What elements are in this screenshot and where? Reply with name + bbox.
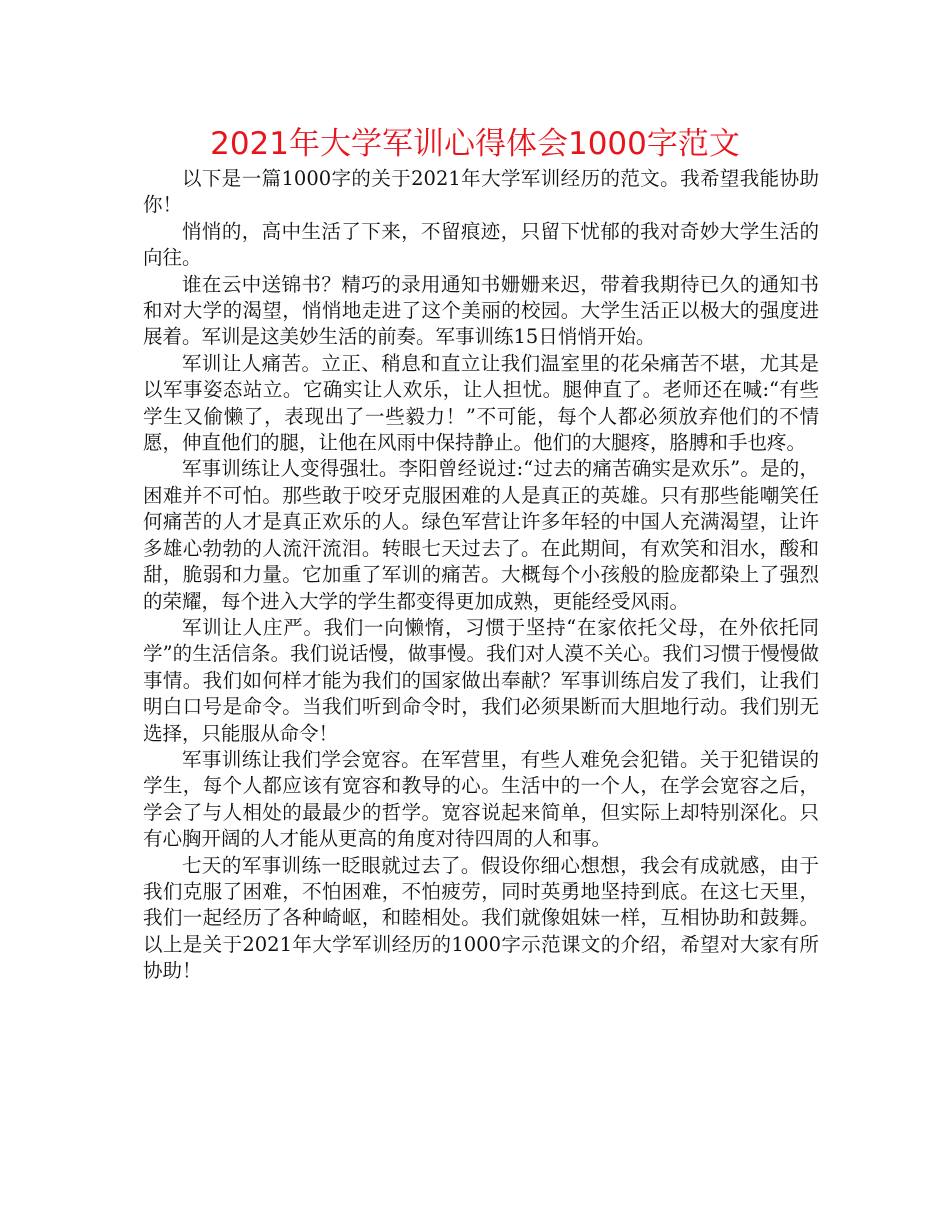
document-body bbox=[143, 166, 819, 985]
paragraph: 七天的军事训练一眨眼就过去了。假设你细心想想，我会有成就感，由于我们克服了困难，不怕困难，不怕疲劳，同时英勇地坚持到底。在这七天里，我们一起经历了各种崎岖，和睦相处。我们就像姐妹一样，互相协助和鼓舞。以上是关于2021年大学军训经历的1000字示范课文的介绍，希望对大家有所协助！ bbox=[143, 853, 819, 983]
paragraph: 悄悄的，高中生活了下来，不留痕迹，只留下忧郁的我对奇妙大学生活的向往。 bbox=[143, 219, 819, 270]
paragraph: 军事训练让我们学会宽容。在军营里，有些人难免会犯错。关于犯错误的学生，每个人都应该有宽容和教导的心。生活中的一个人，在学会宽容之后，学会了与人相处的最最少的哲学。宽容说起来简单，但实际上却特别深化。只有心胸开阔的人才能从更高的角度对待四周的人和事。 bbox=[143, 747, 819, 851]
paragraph: 谁在云中送锦书？精巧的录用通知书姗姗来迟，带着我期待已久的通知书和对大学的渴望，悄悄地走进了这个美丽的校园。大学生活正以极大的强度进展着。军训是这美妙生活的前奏。军事训练15日悄悄开始。 bbox=[143, 272, 819, 349]
paragraph: 军训让人庄严。我们一向懒惰，习惯于坚持“在家依托父母，在外依托同学”的生活信条。我们说话慢，做事慢。我们对人漠不关心。我们习惯于慢慢做事情。我们如何样才能为我们的国家做出奉献？军事训练启发了我们，让我们明白口号是命令。当我们听到命令时，我们必须果断而大胆地行动。我们别无选择，只能服从命令！ bbox=[143, 615, 819, 745]
paragraph: 军事训练让人变得强壮。李阳曾经说过:“过去的痛苦确实是欢乐”。是的，困难并不可怕。那些敢于咬牙克服困难的人是真正的英雄。只有那些能嘲笑任何痛苦的人才是真正欢乐的人。绿色军营让许多年轻的中国人充满渴望，让许多雄心勃勃的人流汗流泪。转眼七天过去了。在此期间，有欢笑和泪水，酸和甜，脆弱和力量。它加重了军训的痛苦。大概每个小孩般的脸庞都染上了强烈的荣耀，每个进入大学的学生都变得更加成熟，更能经受风雨。 bbox=[143, 457, 819, 613]
paragraph: 军训让人痛苦。立正、稍息和直立让我们温室里的花朵痛苦不堪，尤其是以军事姿态站立。它确实让人欢乐，让人担忧。腿伸直了。老师还在喊:“有些学生又偷懒了，表现出了一些毅力！”不可能，每个人都必须放弃他们的不情愿，伸直他们的腿，让他在风雨中保持静止。他们的大腿疼，胳膊和手也疼。 bbox=[143, 351, 819, 455]
paragraph: 以下是一篇1000字的关于2021年大学军训经历的范文。我希望我能协助你！ bbox=[143, 167, 819, 217]
document-title: 2021年大学军训心得体会1000字范文 bbox=[210, 126, 740, 162]
